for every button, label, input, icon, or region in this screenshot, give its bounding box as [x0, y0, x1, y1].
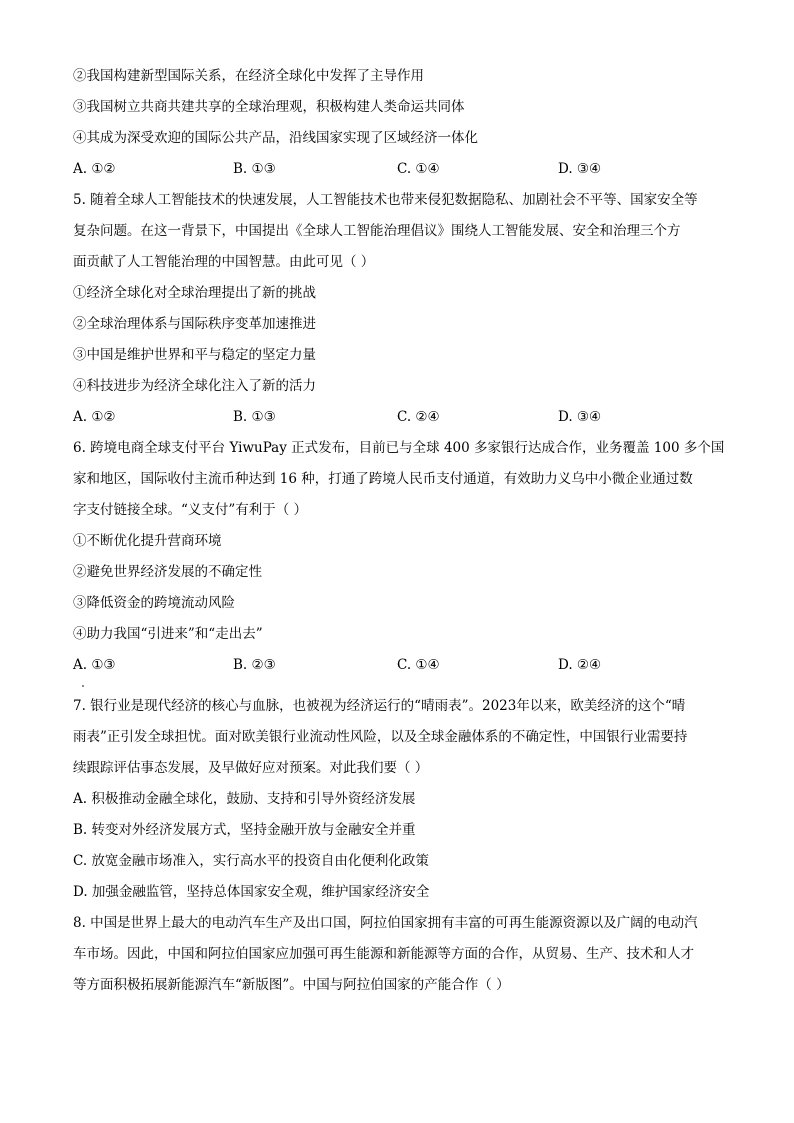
exam-page [73, 64, 733, 1004]
stem-line: 复杂问题。在这一背景下，中国提出《全球人工智能治理倡议》围绕人工智能发展、安全和治理三个方 [73, 223, 681, 239]
option-line: ④其成为深受欢迎的国际公共产品，沿线国家实现了区域经济一体化 [73, 130, 478, 146]
choice-d: D. ③④ [558, 409, 602, 425]
answer-choices-q6 [73, 653, 733, 677]
question-8-stem [73, 911, 733, 997]
stem-line: 5. 随着全球人工智能技术的快速发展，人工智能技术也带来侵犯数据隐私、加剧社会不平等、国家安全等 [73, 192, 698, 208]
choice-c: C. ①④ [397, 657, 440, 673]
stem-line: 7. 银行业是现代经济的核心与血脉，也被视为经济运行的“晴雨表”。2023年以来，欧美经济的这个“晴 [73, 698, 686, 714]
option-line: B. 转变对外经济发展方式，坚持金融开放与金融安全并重 [73, 822, 416, 838]
choice-d: D. ②④ [558, 657, 602, 673]
option-line: ②避免世界经济发展的不确定性 [73, 564, 262, 580]
option-line: ①不断优化提升营商环境 [73, 533, 222, 549]
stem-line: 8. 中国是世界上最大的电动汽车生产及出口国，阿拉伯国家拥有丰富的可再生能源资源以及广阔的电动汽 [73, 915, 698, 931]
option-line: A. 积极推动金融全球化，鼓励、支持和引导外资经济发展 [73, 791, 416, 807]
option-line: D. 加强金融监管，坚持总体国家安全观，维护国家经济安全 [73, 884, 430, 900]
choice-a: A. ①③ [73, 657, 116, 673]
option-line: ①经济全球化对全球治理提出了新的挑战 [73, 285, 316, 301]
stem-line: 字支付链接全球。“义支付”有利于（ ） [73, 502, 308, 518]
stem-line: 6. 跨境电商全球支付平台 YiwuPay 正式发布，目前已与全球 400 多家银行达成合作，业务覆盖 100 多个国 [73, 440, 725, 456]
choice-b: B. ①③ [233, 409, 276, 425]
stem-line: 家和地区，国际收付主流币种达到 16 种，打通了跨境人民币支付通道，有效助力义乌中小微企业通过数 [73, 471, 693, 487]
choice-a: A. ①② [73, 409, 116, 425]
stem-line: 雨表”正引发全球担忧。面对欧美银行业流动性风险，以及全球金融体系的不确定性，中国银行业需要持 [73, 729, 688, 745]
choice-c: C. ②④ [397, 409, 440, 425]
option-line: ②我国构建新型国际关系，在经济全球化中发挥了主导作用 [73, 68, 424, 84]
option-line: ②全球治理体系与国际秩序变革加速推进 [73, 316, 316, 332]
option-line: ④助力我国“引进来”和“走出去” [73, 626, 263, 642]
option-line: ③中国是维护世界和平与稳定的坚定力量 [73, 347, 316, 363]
question-5-stem [73, 188, 733, 274]
choice-d: D. ③④ [558, 161, 602, 177]
choice-a: A. ①② [73, 161, 116, 177]
answer-choices-q5 [73, 405, 733, 429]
option-line: ③我国树立共商共建共享的全球治理观，积极构建人类命运共同体 [73, 99, 465, 115]
choice-b: B. ②③ [233, 657, 276, 673]
answer-choices-q4 [73, 157, 733, 181]
stem-line: 面贡献了人工智能治理的中国智慧。由此可见（ ） [73, 254, 375, 270]
option-line: ③降低资金的跨境流动风险 [73, 595, 235, 611]
stem-line: 等方面积极拓展新能源汽车“新版图”。中国与阿拉伯国家的产能合作（ ） [73, 977, 510, 993]
stem-line: 车市场。因此，中国和阿拉伯国家应加强可再生能源和新能源等方面的合作，从贸易、生产、技术和人才 [73, 946, 694, 962]
stray-mark [82, 685, 84, 687]
choice-c: C. ①④ [397, 161, 440, 177]
question-6-stem [73, 436, 733, 522]
question-7-stem [73, 694, 733, 780]
option-line: ④科技进步为经济全球化注入了新的活力 [73, 378, 316, 394]
choice-b: B. ①③ [233, 161, 276, 177]
option-line: C. 放宽金融市场准入，实行高水平的投资自由化便利化政策 [73, 853, 429, 869]
stem-line: 续跟踪评估事态发展，及早做好应对预案。对此我们要（ ） [73, 760, 429, 776]
